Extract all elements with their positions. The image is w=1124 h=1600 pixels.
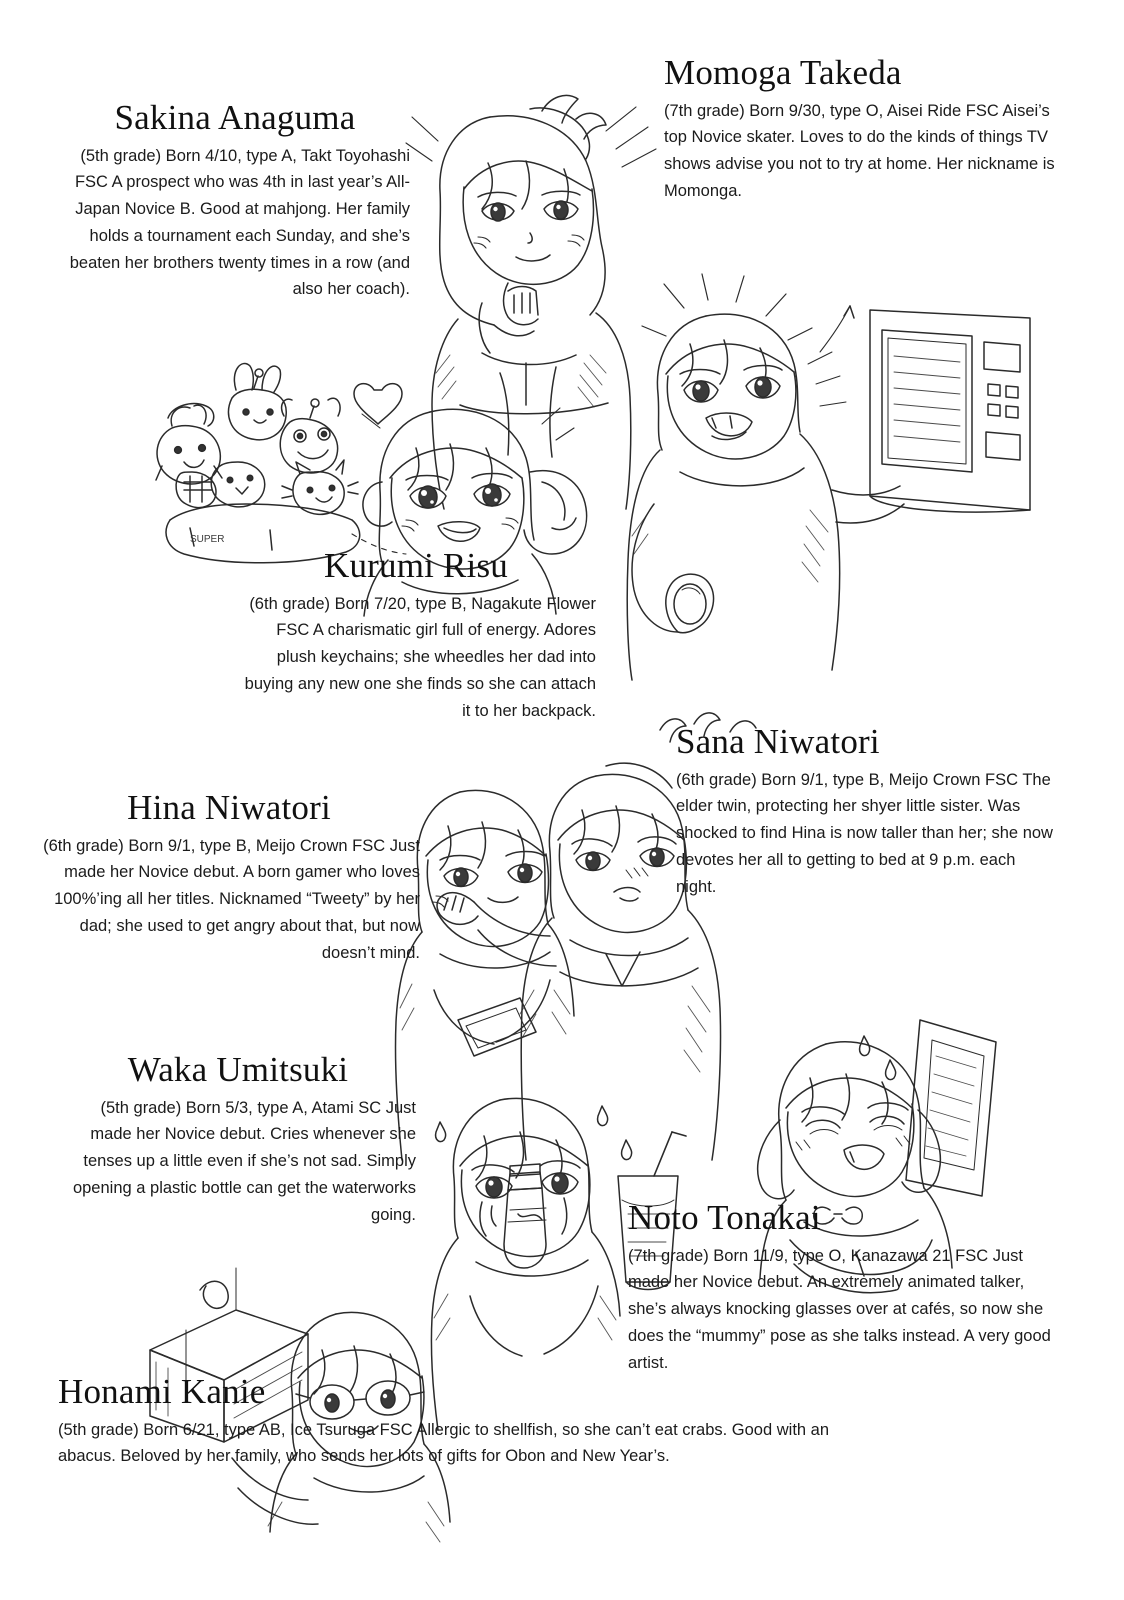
- profile-name-honami: Honami Kanie: [58, 1372, 266, 1411]
- profile-body-kurumi: (6th grade) Born 7/20, type B, Nagakute Flower FSC A charismatic girl full of energy. Adores plush keychains; she wheedles her dad into buying any new one she finds so she can attach it to her backpack.: [244, 594, 596, 720]
- profile-waka-umitsuki: [60, 1052, 416, 1228]
- heart-doodle: [354, 384, 402, 424]
- profile-body-waka: (5th grade) Born 5/3, type A, Atami SC Just made her Novice debut. Cries whenever she tenses up a little even if she’s not sad. Simply opening a plastic bottle can get the waterworks going.: [72, 1098, 416, 1224]
- profile-body-momoga: (7th grade) Born 9/30, type O, Aisei Ride FSC Aisei’s top Novice skater. Loves to do the kinds of things TV shows advise you not to try at home. Her nickname is Momonga.: [664, 101, 1055, 200]
- profile-name-sana: Sana Niwatori: [676, 722, 880, 761]
- profile-name-hina: Hina Niwatori: [127, 788, 331, 827]
- profile-name-kurumi: Kurumi Risu: [323, 546, 509, 585]
- profile-body-sakina: (5th grade) Born 4/10, type A, Takt Toyohashi FSC A prospect who was 4th in last year’s All-Japan Novice B. Good at mahjong. Her family holds a tournament each Sunday, and she’s beaten her brothers twenty times in a row (and also her coach).: [69, 146, 410, 299]
- sakina-sketch: [406, 95, 656, 509]
- profile-noto-tonakai: [628, 1200, 1058, 1376]
- momoga-sketch: [627, 274, 1030, 680]
- profile-kurumi-risu: [236, 548, 596, 724]
- profile-body-sana: (6th grade) Born 9/1, type B, Meijo Crown FSC The elder twin, protecting her shyer little sister. Was shocked to find Hina is now taller than her; she now devotes her all to getting to bed at 9 p.m. each night.: [676, 770, 1053, 896]
- profile-name-momoga: Momoga Takeda: [664, 53, 902, 92]
- profile-body-hina: (6th grade) Born 9/1, type B, Meijo Crown FSC Just made her Novice debut. A born gamer who loves 100%’ing all her titles. Nicknamed “Tweety” by her dad; she used to get angry about that, but now doesn’t mind.: [43, 836, 420, 962]
- svg-text:SUPER: SUPER: [190, 534, 225, 545]
- plastic-bottle-sketch: [504, 1164, 546, 1268]
- profile-sakina-anaguma: [60, 100, 410, 303]
- profile-name-waka: Waka Umitsuki: [127, 1050, 349, 1089]
- profile-sana-niwatori: [676, 724, 1056, 900]
- profile-name-sakina: Sakina Anaguma: [114, 98, 356, 137]
- profile-hina-niwatori: [38, 790, 420, 966]
- microwave-sketch: [870, 310, 1030, 512]
- profile-honami-kanie: [58, 1374, 858, 1470]
- profile-body-noto: (7th grade) Born 11/9, type O, Kanazawa 21 FSC Just made her Novice debut. An extremely animated talker, she’s always knocking glasses over at cafés, so now she does the “mummy” pose as she talks instead. A very good artist.: [628, 1246, 1051, 1372]
- profile-name-noto: Noto Tonakai: [628, 1198, 821, 1237]
- profile-body-honami: (5th grade) Born 6/21, type AB, Ice Tsuruga FSC Allergic to shellfish, so she can’t eat crabs. Good with an abacus. Beloved by her family, who sends her lots of gifts for Obon and New Year’s.: [58, 1420, 830, 1466]
- plushie-pile-sketch: [156, 363, 406, 562]
- profile-momoga-takeda: [664, 55, 1064, 205]
